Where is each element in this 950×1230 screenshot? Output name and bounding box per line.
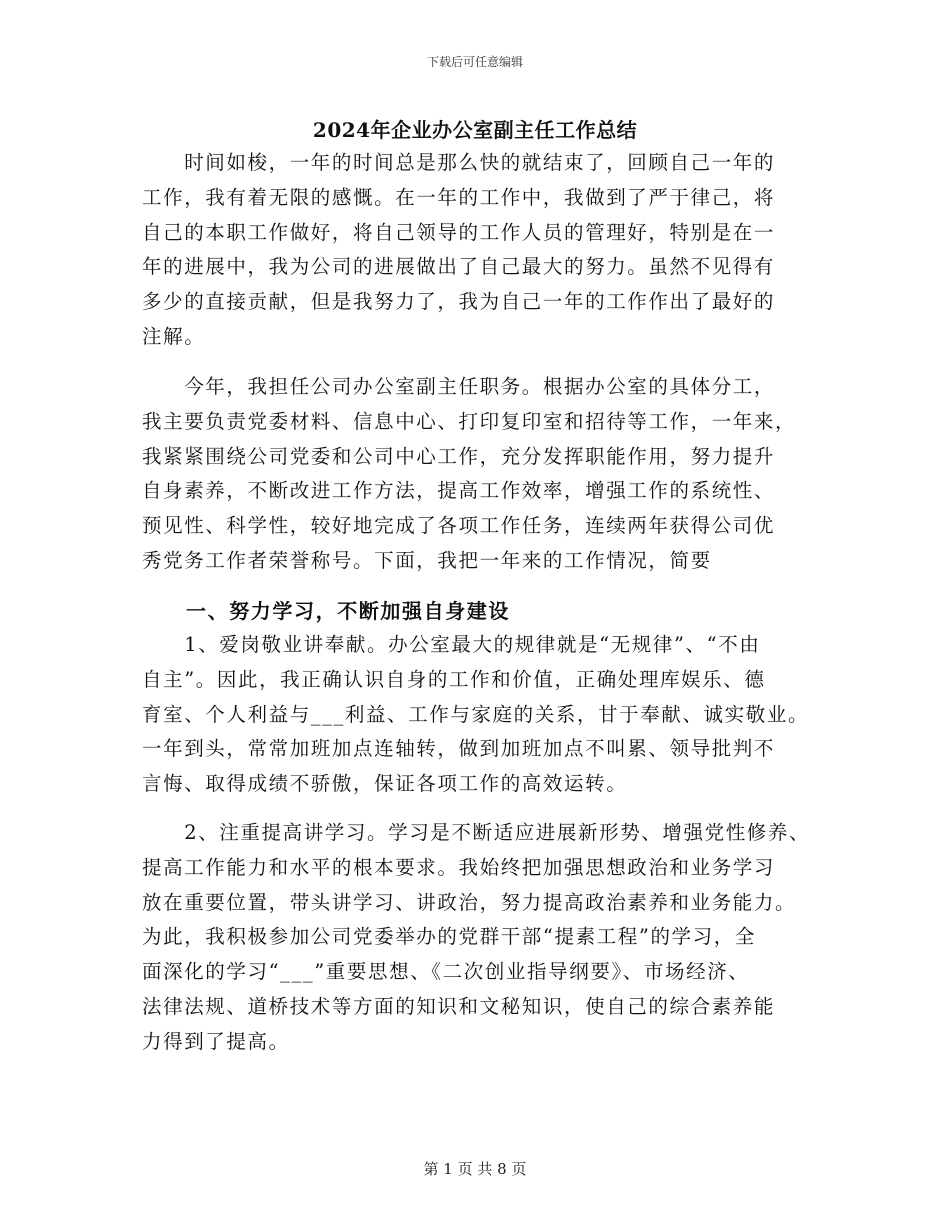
text-line: 自主”。因此，我正确认识自身的工作和价值，正确处理库娱乐、德 bbox=[142, 667, 766, 691]
text-line: 多少的直接贡献，但是我努力了，我为自己一年的工作作出了最好的 bbox=[142, 290, 776, 314]
text-line: 言悔、取得成绩不骄傲，保证各项工作的高效运转。 bbox=[142, 772, 628, 796]
section-heading: 一、努力学习，不断加强自身建设 bbox=[186, 599, 510, 623]
text-line: 工作，我有着无限的感慨。在一年的工作中，我做到了严于律己，将 bbox=[142, 185, 776, 209]
document-title: 2024年企业办公室副主任工作总结 bbox=[312, 118, 638, 142]
text-line: 我主要负责党委材料、信息中心、打印复印室和招待等工作，一年来， bbox=[142, 409, 797, 433]
page-number: 第 1 页 共 8 页 bbox=[423, 1160, 527, 1178]
text-line: 注解。 bbox=[142, 324, 206, 348]
text-line: 1、爱岗敬业讲奉献。办公室最大的规律就是“无规律”、“不由 bbox=[142, 633, 761, 656]
text-line: 我紧紧围绕公司党委和公司中心工作，充分发挥职能作用，努力提升 bbox=[142, 444, 776, 468]
text-line: 秀党务工作者荣誉称号。下面，我把一年来的工作情况，简要 bbox=[142, 548, 712, 572]
text-line: 2、注重提高讲学习。学习是不断适应进展新形势、增强党性修养、 bbox=[142, 821, 811, 844]
paragraph-learning bbox=[142, 816, 812, 1060]
page-header-note: 下载后可任意编辑 bbox=[426, 55, 523, 69]
text-line: 自身素养，不断改进工作方法，提高工作效率，增强工作的系统性、 bbox=[142, 479, 776, 503]
text-line: 自己的本职工作做好，将自己领导的工作人员的管理好，特别是在一 bbox=[142, 220, 776, 244]
text-line: 年的进展中，我为公司的进展做出了自己最大的努力。虽然不见得有 bbox=[142, 255, 776, 279]
paragraph-duties bbox=[142, 370, 812, 579]
text-line: 育室、个人利益与___利益、工作与家庭的关系，甘于奉献、诚实敬业。 bbox=[142, 702, 810, 726]
text-line: 法律法规、道桥技术等方面的知识和文秘知识，使自己的综合素养能 bbox=[142, 994, 776, 1018]
text-line: 力得到了提高。 bbox=[142, 1029, 290, 1053]
text-line: 放在重要位置，带头讲学习、讲政治，努力提高政治素养和业务能力。 bbox=[142, 890, 797, 914]
paragraph-intro bbox=[142, 146, 812, 355]
text-line: 预见性、科学性，较好地完成了各项工作任务，连续两年获得公司优 bbox=[142, 514, 776, 538]
text-line: 一年到头，常常加班加点连轴转，做到加班加点不叫累、领导批判不 bbox=[142, 737, 776, 761]
text-line: 面深化的学习“___”重要思想、《二次创业指导纲要》、市场经济、 bbox=[142, 960, 750, 984]
paragraph-dedication bbox=[142, 628, 812, 802]
text-line: 为此，我积极参加公司党委举办的党群干部“提素工程”的学习，全 bbox=[142, 925, 756, 949]
text-line: 今年，我担任公司办公室副主任职务。根据办公室的具体分工， bbox=[142, 375, 776, 398]
text-line: 提高工作能力和水平的根本要求。我始终把加强思想政治和业务学习 bbox=[142, 855, 776, 879]
text-line: 时间如梭，一年的时间总是那么快的就结束了，回顾自己一年的 bbox=[142, 151, 776, 174]
